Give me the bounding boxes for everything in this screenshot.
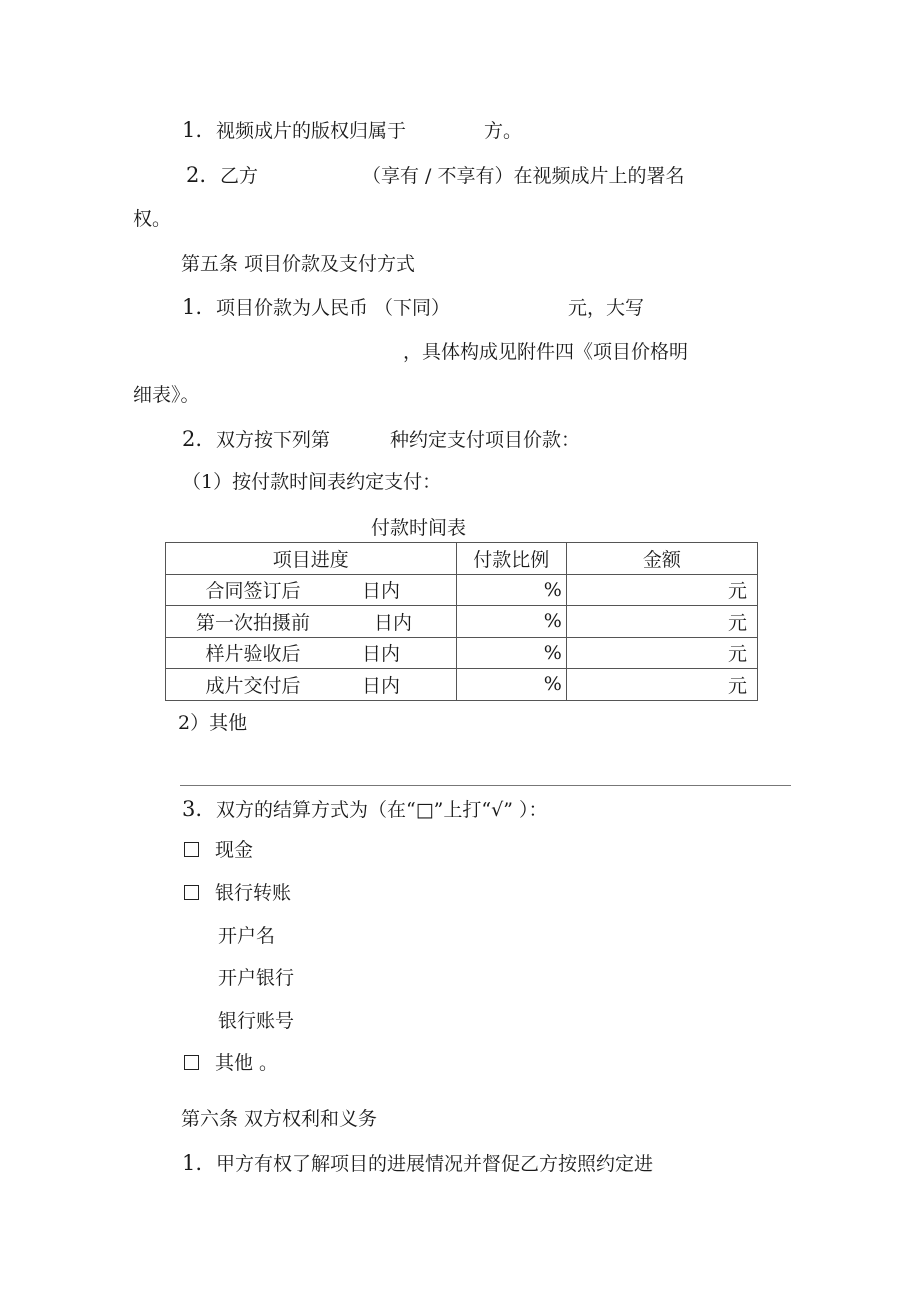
clause-number: 1. xyxy=(182,1151,203,1175)
payment-schedule-table xyxy=(165,542,758,701)
method-cash xyxy=(184,838,253,862)
bank-transfer-checkbox[interactable] xyxy=(184,885,199,900)
table-title: 付款时间表 xyxy=(371,517,467,539)
percent-cell[interactable]: % xyxy=(456,574,566,606)
account-number-label: 银行账号 xyxy=(218,1010,295,1032)
price-clause-continued: ，具体构成见附件四《项目价格明 xyxy=(403,341,689,363)
percent-cell[interactable]: % xyxy=(456,637,566,669)
clause-number: 2. xyxy=(182,427,203,451)
clause-text: 甲方有权了解项目的进展情况并督促乙方按照约定进 xyxy=(216,1153,654,1175)
days-label: 日内 xyxy=(362,580,401,603)
clause-wrap-text: 细表》。 xyxy=(133,384,200,406)
payment-option-clause xyxy=(182,427,580,452)
method-label: 银行转账 xyxy=(215,882,292,904)
section5-heading: 第五条 项目价款及支付方式 xyxy=(181,253,416,275)
table-row xyxy=(166,606,758,638)
header-ratio: 付款比例 xyxy=(456,543,566,575)
days-label: 日内 xyxy=(362,674,401,697)
percent-cell[interactable]: % xyxy=(456,606,566,638)
stage-cell[interactable] xyxy=(166,606,457,638)
stage-label: 合同签订后 xyxy=(205,580,301,603)
clause-text: 双方按下列第 xyxy=(216,429,331,451)
method-label: 现金 xyxy=(215,839,254,861)
clause-text: 双方的结算方式为（在“□”上打“√” ）： xyxy=(216,799,548,821)
percent-cell[interactable]: % xyxy=(456,669,566,701)
stage-label: 第一次拍摄前 xyxy=(195,611,310,634)
clause-text-end: （享有 / 不享有）在视频成片上的署名 xyxy=(362,165,685,187)
table-row xyxy=(166,669,758,701)
signature-right-clause xyxy=(186,163,685,188)
clause-number: 2. xyxy=(186,163,207,187)
payment-option-1: （1）按付款时间表约定支付： xyxy=(182,471,442,493)
table-row xyxy=(166,637,758,669)
bank-name-label: 开户银行 xyxy=(218,967,295,989)
method-bank xyxy=(184,881,291,905)
method-label: 其他 。 xyxy=(215,1052,279,1074)
days-label: 日内 xyxy=(362,643,401,666)
other-checkbox[interactable] xyxy=(184,1055,199,1070)
clause-text: 视频成片的版权归属于 xyxy=(216,120,407,142)
price-clause xyxy=(182,295,644,320)
stage-label: 成片交付后 xyxy=(205,674,301,697)
fill-in-line[interactable] xyxy=(180,785,791,786)
amount-cell[interactable]: 元 xyxy=(566,637,757,669)
stage-cell[interactable] xyxy=(166,669,457,701)
clause-wrap-text: 权。 xyxy=(133,208,172,230)
settlement-clause xyxy=(182,797,547,822)
days-label: 日内 xyxy=(374,611,413,634)
header-stage: 项目进度 xyxy=(166,543,457,575)
stage-cell[interactable] xyxy=(166,574,457,606)
amount-cell[interactable]: 元 xyxy=(566,606,757,638)
clause-number: 1. xyxy=(182,295,203,319)
stage-cell[interactable] xyxy=(166,637,457,669)
clause-number: 1. xyxy=(182,118,203,142)
payment-option-2: 2）其他 xyxy=(178,712,248,734)
table-header-row xyxy=(166,543,758,575)
amount-cell[interactable]: 元 xyxy=(566,574,757,606)
clause-text-end: 方。 xyxy=(484,120,523,142)
stage-label: 样片验收后 xyxy=(205,643,301,666)
table-row xyxy=(166,574,758,606)
method-other xyxy=(184,1051,278,1075)
clause-number: 3. xyxy=(182,797,203,821)
clause-text-end: 种约定支付项目价款： xyxy=(390,429,581,451)
header-amount: 金额 xyxy=(566,543,757,575)
amount-cell[interactable]: 元 xyxy=(566,669,757,701)
clause-text-mid: 元，大写 xyxy=(568,297,645,319)
account-name-label: 开户名 xyxy=(218,925,276,947)
cash-checkbox[interactable] xyxy=(184,842,199,857)
section6-heading: 第六条 双方权利和义务 xyxy=(181,1108,378,1130)
clause-text: 乙方 xyxy=(220,165,259,187)
copyright-clause xyxy=(182,118,522,143)
clause-text: 项目价款为人民币 （下同） xyxy=(216,297,451,319)
rights-clause xyxy=(182,1151,653,1176)
